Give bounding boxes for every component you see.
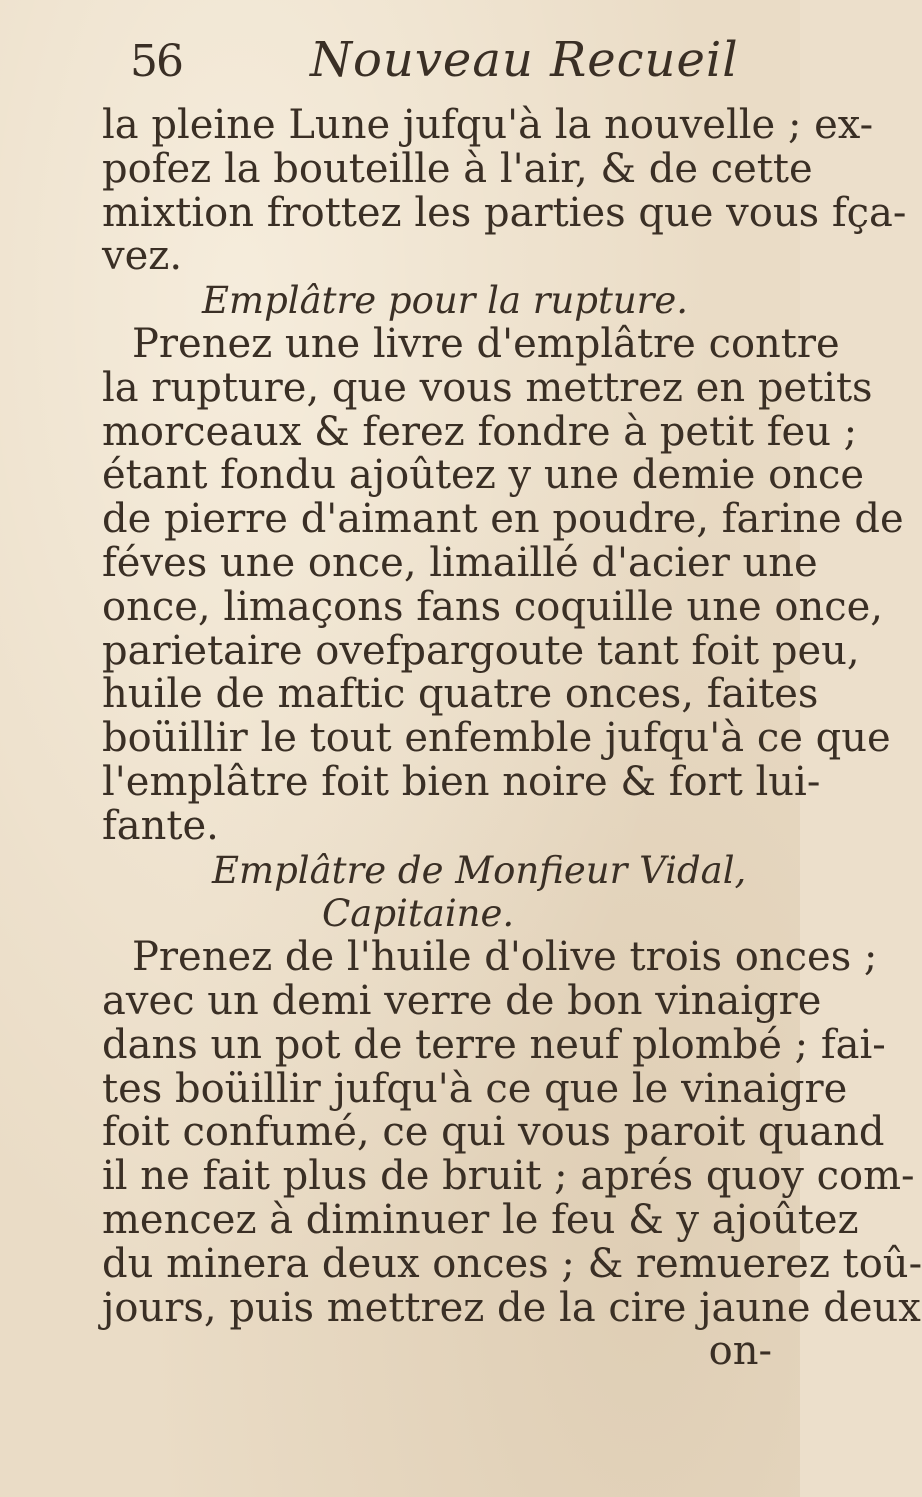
section-heading-subline: Capitaine. bbox=[322, 892, 515, 936]
text-line: la pleine Lune jufqu'à la nouvelle ; ex- bbox=[102, 102, 874, 148]
text-line: il ne fait plus de bruit ; aprés quoy com- bbox=[102, 1153, 915, 1200]
page-header bbox=[130, 28, 760, 98]
section-heading: Emplâtre de Monfieur Vidal, bbox=[212, 848, 747, 892]
text-line: mixtion frottez les parties que vous fça- bbox=[102, 189, 907, 236]
text-line: du minera deux onces ; & remuerez toû- bbox=[102, 1240, 922, 1287]
text-line: foit confumé, ce qui vous paroit quand bbox=[102, 1109, 885, 1156]
text-line: jours, puis mettrez de la cire jaune deux bbox=[102, 1284, 921, 1331]
text-line: la rupture, que vous mettrez en petits bbox=[102, 364, 873, 411]
text-line: morceaux & ferez fondre à petit feu ; bbox=[102, 408, 858, 455]
text-line: parietaire ovefpargoute tant foit peu, bbox=[102, 627, 860, 674]
text-line: pofez la bouteille à l'air, & de cette bbox=[102, 145, 813, 192]
section-heading: Emplâtre pour la rupture. bbox=[202, 279, 689, 323]
text-line: étant fondu ajoûtez y une demie once bbox=[102, 452, 865, 499]
text-line: mencez à diminuer le feu & y ajoûtez bbox=[102, 1196, 859, 1243]
text-line: boüillir le tout enfemble jufqu'à ce que bbox=[102, 715, 891, 762]
text-line: tes boüillir jufqu'à ce que le vinaigre bbox=[102, 1065, 848, 1112]
text-line: once, limaçons fans coquille une once, bbox=[102, 583, 884, 630]
text-line: Prenez de l'huile d'olive trois onces ; bbox=[132, 934, 878, 981]
catchword: on- bbox=[708, 1328, 772, 1375]
text-line: fante. bbox=[102, 802, 219, 849]
text-line: l'emplâtre foit bien noire & fort lui- bbox=[102, 758, 821, 805]
page-number: 56 bbox=[130, 36, 182, 87]
text-line: avec un demi verre de bon vinaigre bbox=[102, 977, 822, 1024]
text-line: de pierre d'aimant en poudre, farine de bbox=[102, 496, 904, 543]
text-line: dans un pot de terre neuf plombé ; fai- bbox=[102, 1021, 886, 1068]
running-head: Nouveau Recueil bbox=[310, 32, 739, 88]
text-line: féves une once, limaillé d'acier une bbox=[102, 539, 818, 586]
text-block bbox=[102, 102, 922, 1375]
text-line: vez. bbox=[102, 233, 183, 280]
text-line: huile de maftic quatre onces, faites bbox=[102, 671, 819, 718]
text-line: Prenez une livre d'emplâtre contre bbox=[132, 320, 840, 367]
